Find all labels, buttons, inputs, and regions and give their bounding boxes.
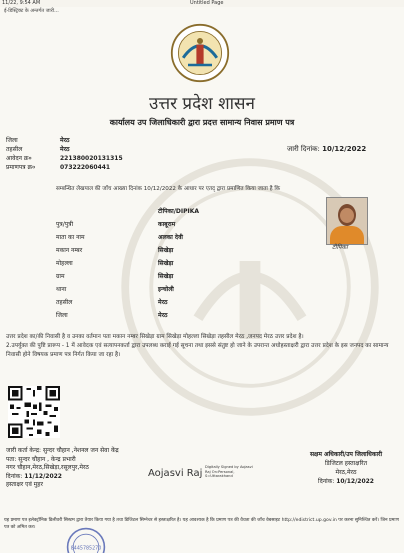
officer-title: सक्षम अधिकारी/उप जिलाधिकारी bbox=[309, 451, 383, 458]
applicant-signature: टीपिका bbox=[332, 244, 348, 251]
residence-statement: उत्तर प्रदेश का/की निवासी है व उनका वर्तमान पता मकान नम्बर सिखेड़ा ग्राम सिखेड़ा मोहल्ला सिखेड़ा तहसील मेरठ ,जनपद मेरठ उत्तर प्रदेश है। bbox=[6, 334, 304, 340]
up-government-emblem-icon bbox=[170, 23, 230, 83]
digital-signature-note: Raj On:Personal, bbox=[205, 469, 235, 474]
meta-label: प्रमाणपत्र क्र० bbox=[6, 164, 36, 171]
field-label: पुत्र/पुत्री bbox=[56, 221, 74, 228]
issue-date-value: 10/12/2022 bbox=[322, 145, 367, 153]
field-value: सिखेड़ा bbox=[158, 260, 174, 267]
issuing-centre bbox=[6, 447, 119, 490]
field-label: माता का नाम bbox=[56, 234, 85, 241]
issuer-sign-label: हस्ताक्षर एवं मुहर bbox=[6, 481, 43, 488]
officer-date: 10/12/2022 bbox=[336, 478, 374, 485]
issue-date bbox=[287, 145, 366, 154]
print-header bbox=[0, 0, 404, 7]
field-value: टीपिका/DIPIKA bbox=[158, 208, 200, 215]
print-page-title: Untitled Page bbox=[190, 0, 224, 6]
issuer-address-line: पता: सुन्दर चौहान , केन्द्र प्रभारी bbox=[6, 455, 76, 463]
field-value: अलका देवी bbox=[158, 234, 183, 241]
field-label: ग्राम bbox=[56, 273, 65, 280]
officer-location: मेरठ,मेरठ bbox=[335, 469, 357, 476]
meta-label: तहसील bbox=[6, 146, 23, 153]
field-label: जिला bbox=[56, 312, 68, 319]
print-datetime: 11/22, 9:54 AM bbox=[2, 0, 41, 6]
digital-signature-details bbox=[205, 465, 265, 479]
meta-value: मेरठ bbox=[60, 146, 70, 153]
certificate-title: उत्तर प्रदेश शासन bbox=[149, 94, 255, 114]
field-label: मकान नम्बर bbox=[56, 247, 83, 254]
applicant-photo bbox=[326, 197, 368, 245]
qr-code-icon bbox=[8, 386, 60, 438]
issuer-date: 11/12/2022 bbox=[24, 472, 62, 480]
officer-date-label: दिनांक: bbox=[318, 478, 335, 485]
issuer-location-line: नगर चौहान,मेरठ,सिखेड़ा,रसूलपुर,मेरठ bbox=[6, 464, 89, 471]
digital-signature-note: S=Uttarakhand bbox=[205, 474, 233, 479]
officer-digital-note: डिजिटल हस्ताक्षरित bbox=[325, 460, 367, 467]
field-value: सिखेड़ा bbox=[158, 247, 174, 254]
confirmation-statement: 2.उपर्युक्त की पुष्टि प्रारूप - 1 में आवेदक एवं सत्यापनकर्ता द्वारा उपलब्ध कराई गई सूचना तथा इससे संतुष्ट हो जाने के उपरान्त अधोहस्ताक्षरी द्वारा उत्तर प्रदेश के इस जनपद का सामान्य निवासी होने विषयक प्रमाण पत्र निर्गत किया जा रहा है। bbox=[6, 343, 389, 358]
field-label: थाना bbox=[56, 286, 67, 293]
meta-value: मेरठ bbox=[60, 137, 70, 144]
field-label: मोहल्ला bbox=[56, 260, 73, 267]
meta-label: आवेदन क्र० bbox=[6, 155, 32, 162]
certificate-subtitle: कार्यालय उप जिलाधिकारी द्वारा प्रदत्त सामान्य निवास प्रमाण पत्र bbox=[109, 118, 295, 127]
digital-signature-name: Aojasvi Raj bbox=[148, 468, 203, 479]
csc-seal-stamp-icon bbox=[66, 527, 106, 553]
issuer-date-label: दिनांक: bbox=[6, 472, 23, 480]
field-value: काबूराम bbox=[158, 221, 176, 228]
edistrict-note: ई-डिस्ट्रिक्ट के अन्तर्गत जारी... bbox=[4, 8, 59, 14]
meta-value: 073222060441 bbox=[60, 164, 111, 171]
competent-officer bbox=[292, 450, 400, 486]
certificate-body bbox=[6, 333, 400, 360]
field-value: इन्चोली bbox=[158, 286, 174, 293]
issuer-centre-line: जारी कर्ता केन्द्र: सुन्दर चौहान ,नेशनल जन सेवा केंद्र bbox=[6, 447, 119, 454]
field-label: तहसील bbox=[56, 299, 73, 306]
digital-signature-note: Digitally Signed by Aojasvi bbox=[205, 465, 253, 469]
certificate-sheet bbox=[0, 7, 404, 553]
field-value: मेरठ bbox=[158, 299, 168, 306]
meta-value: 221380020131315 bbox=[60, 155, 123, 162]
field-value: सिखेड़ा bbox=[158, 273, 174, 280]
verification-intro: सम्बन्धित लेखपाल की जाँच आख्या दिनांक 10/12/2022 के आधार पर एतद् द्वारा प्रमाणित किया जाता है कि bbox=[56, 186, 281, 192]
seal-number: 8445785270 bbox=[70, 546, 102, 552]
footer-disclaimer: यह प्रमाण पत्र इलेक्ट्रॉनिक डिलीवरी सिस्टम द्वारा तैयार किया गया है तथा डिजिटल सिग्नेचर से हस्ताक्षरित है। यह आवश्यक है कि प्रमाण पत्र की वैधता की जाँच वेबसाइट http://edistrict.up.gov.in पर करना सुनिश्चित करें। जिन प्रमाण पत्र को अमित कर। bbox=[4, 518, 399, 530]
issue-date-label: जारी दिनांक: bbox=[287, 145, 320, 153]
meta-label: जिला bbox=[6, 137, 18, 144]
certificate-meta bbox=[6, 136, 123, 172]
field-value: मेरठ bbox=[158, 312, 168, 319]
